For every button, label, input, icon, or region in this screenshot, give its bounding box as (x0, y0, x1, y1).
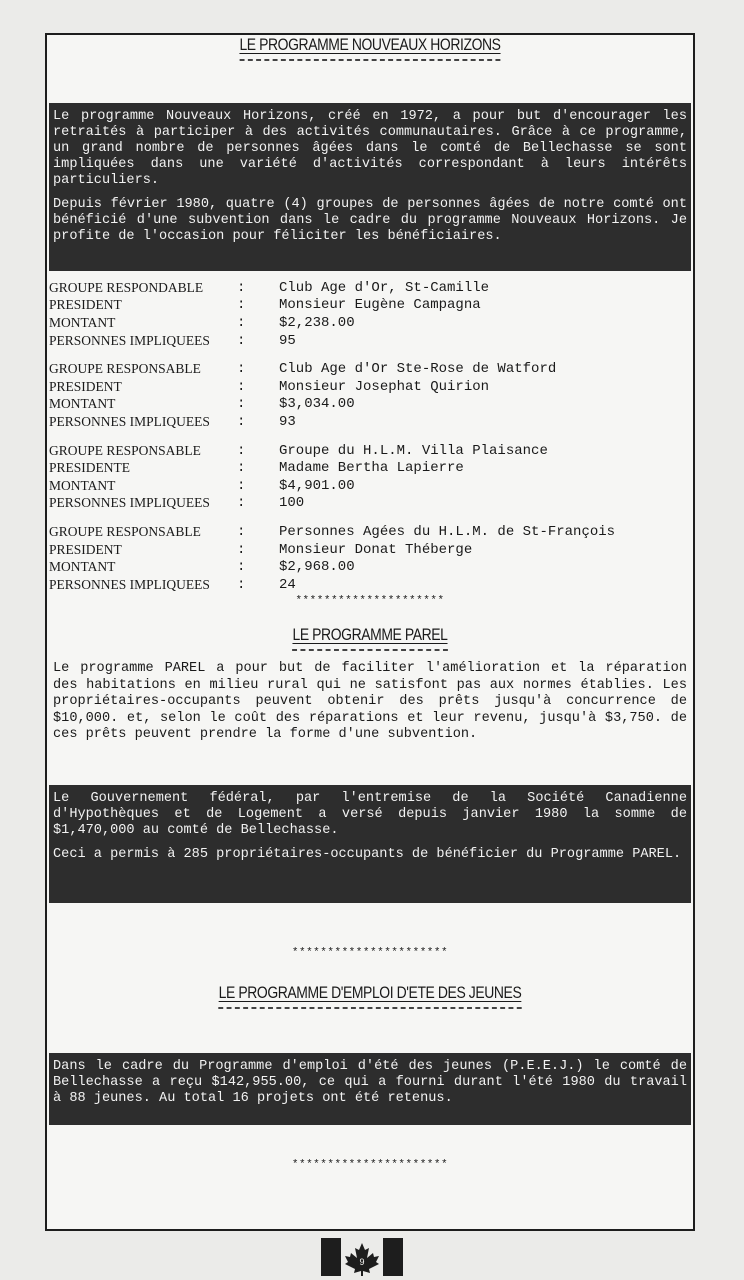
jeunes-paragraph-1: Dans le cadre du Programme d'emploi d'été des jeunes (P.E.E.J.) le comté de Bellechasse a reçu $142,955.00, ce qui a fourni durant l'été 1980 du travail à 88 jeunes. Au total 16 projets ont été retenus. (53, 1059, 687, 1106)
group-block-2: GROUPE RESPONSABLE : Club Age d'Or Ste-Rose de Watford PRESIDENT : Monsieur Josephat Quirion MONTANT : $3,034.00 PERSONNES IMPLIQUEES : 93 (49, 361, 557, 430)
horizons-paragraph-2: Depuis février 1980, quatre (4) groupes de personnes âgées de notre comté ont bénéficié d'une subvention dans le cadre du programme Nouveaux Horizons. Je profite de l'occasion pour féliciter les bénéficiaires. (53, 197, 687, 244)
beneficiary-groups (49, 279, 689, 605)
title-emploi-ete-jeunes: LE PROGRAMME D'EMPLOI D'ETE DES JEUNES (105, 983, 635, 1009)
horizons-intro-band (49, 103, 691, 271)
group-block-4: GROUPE RESPONSABLE : Personnes Agées du H.L.M. de St-François PRESIDENT : Monsieur Donat Théberge MONTANT : $2,968.00 PERSONNES IMPLIQUEES : 24 (49, 523, 616, 593)
separator-stars-3: ********************** (291, 1159, 449, 1171)
title-nouveaux-horizons: LE PROGRAMME NOUVEAUX HORIZONS (105, 35, 635, 61)
parel-paragraph-3: Ceci a permis à 285 propriétaires-occupants de bénéficier du Programme PAREL. (53, 847, 682, 862)
newsletter-page (45, 33, 695, 1231)
parel-funding-band (49, 785, 691, 903)
separator-stars-2: ********************** (291, 947, 449, 959)
title-parel: LE PROGRAMME PAREL (105, 625, 635, 651)
group-block-3: GROUPE RESPONSABLE : Groupe du H.L.M. Villa Plaisance PRESIDENTE : Madame Bertha Lapierre MONTANT : $4,901.00 PERSONNES IMPLIQUEES : 100 (49, 442, 548, 512)
group-block-1: GROUPE RESPONDABLE : Club Age d'Or, St-Camille PRESIDENT : Monsieur Eugène Campagna MONTANT : $2,238.00 PERSONNES IMPLIQUEES : 95 (49, 279, 490, 349)
parel-paragraph-2: Le Gouvernement fédéral, par l'entremise de la Société Canadienne d'Hypothèques et de Logement a versé depuis janvier 1980 la somme de $1,470,000 au comté de Bellechasse. (53, 791, 687, 838)
separator-stars-1: ********************* (295, 595, 445, 607)
parel-paragraph-1: Le programme PAREL a pour but de faciliter l'amélioration et la réparation des habitations en milieu rural qui ne satisfont pas aux normes établies. Les propriétaires-occupants peuvent obtenir des prêts jusqu'à concurrence de $10,000. et, selon le coût des réparations et leur revenu, jusqu'à $3,750. de ces prêts peuvent prendre la forme d'une subvention. (53, 661, 687, 742)
canada-maple-leaf-icon (321, 1238, 403, 1276)
horizons-paragraph-1: Le programme Nouveaux Horizons, créé en 1972, a pour but d'encourager les retraités à participer à des activités communautaires. Grâce à ce programme, un grand nombre de personnes âgées dans le comté de Bellechasse se sont impliquées dans une variété d'activités correspondant à leurs intérêts particuliers. (53, 109, 687, 188)
jeunes-band (49, 1053, 691, 1125)
page-number: 9 (359, 1257, 365, 1267)
